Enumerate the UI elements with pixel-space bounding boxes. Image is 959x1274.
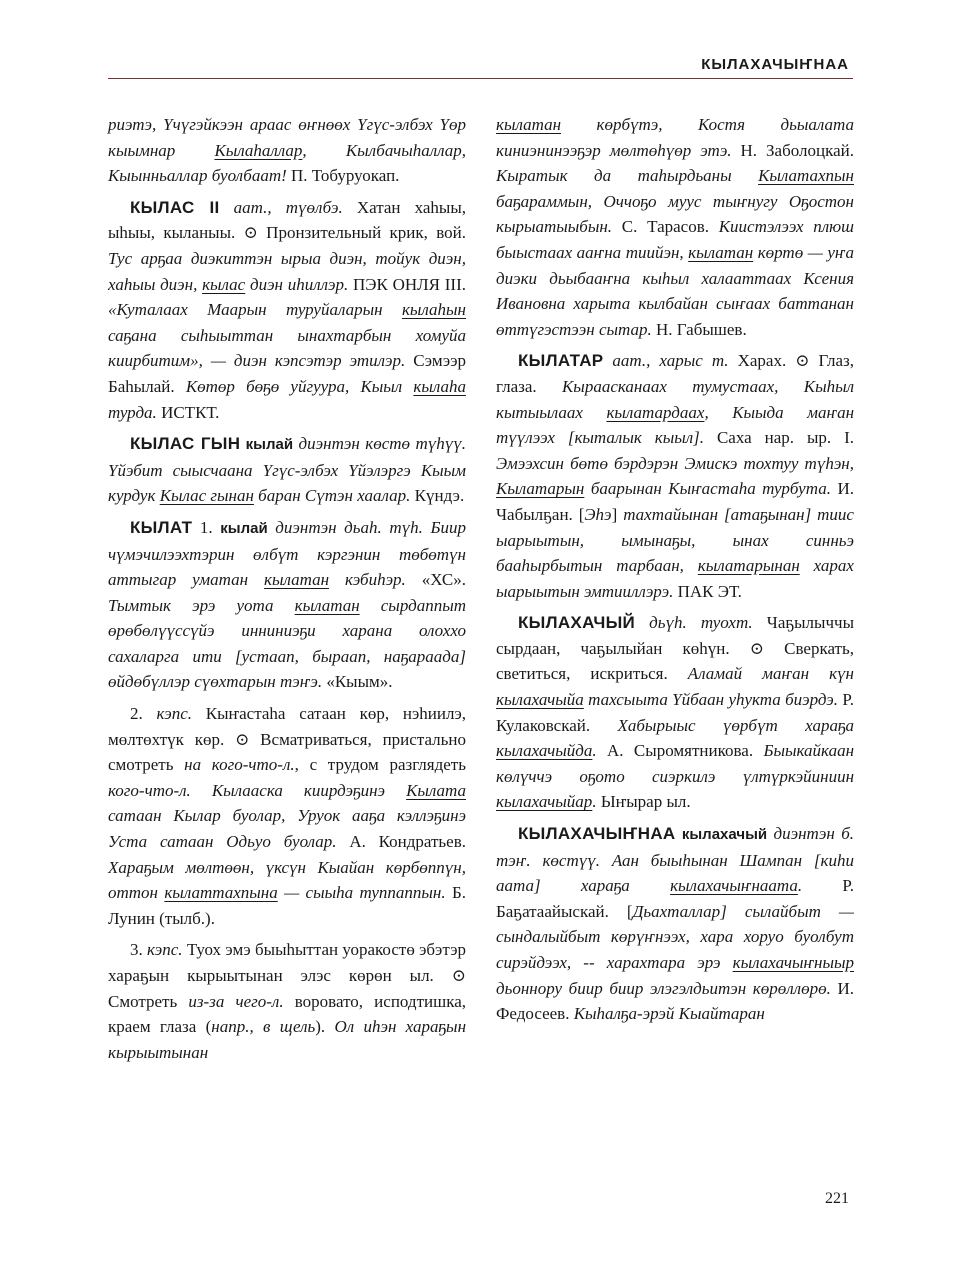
source-citation: ПАК ЭТ. bbox=[673, 581, 742, 601]
page-number: 221 bbox=[825, 1190, 849, 1207]
underlined-word: кылатан bbox=[688, 242, 754, 262]
example-text: диэнтэн көстө түһүү. Үйэбит сыысчаана Үгүс-элбэх Үйэлэргэ Кыым курдук bbox=[108, 434, 467, 506]
grammar-label: из-за чего-л. bbox=[188, 991, 284, 1011]
entry-kylakhachyi bbox=[496, 610, 854, 815]
example-text: Кыратык да таһырдьаны bbox=[496, 166, 759, 186]
sense-number: 1. bbox=[192, 517, 221, 537]
definition: Туох эмэ быыһыттан уоракостө эбэтэр хараҕын кырыытынан элэс көрөн ыл. ⊙ Смотреть bbox=[108, 940, 466, 1011]
example-text: турда. bbox=[108, 402, 157, 422]
underlined-word: Кылатарын bbox=[496, 479, 585, 499]
underlined-word: Кылата bbox=[406, 780, 466, 800]
example-text: «Куталаах Маарын туруйаларын bbox=[108, 300, 402, 320]
source-citation: «Кыым». bbox=[322, 672, 393, 692]
definition: , с трудом разглядеть bbox=[294, 755, 466, 775]
source-citation: С. Тарасов. bbox=[612, 217, 719, 237]
example-text: Хараҕым мөлтөөн, үксүн Кыайан көрбөппүн, оттон bbox=[108, 857, 466, 903]
entry-continuation bbox=[108, 112, 466, 189]
source-citation: П. Тобуруокап. bbox=[286, 166, 400, 186]
running-head: КЫЛАХАЧЫҤНАА bbox=[701, 56, 849, 73]
definition: Харах. ⊙ Глаз, глаза. bbox=[496, 351, 854, 396]
grammar-label: дьүһ. туохт. bbox=[635, 613, 753, 633]
example-text: диэнтэн дьаһ. түһ. Биир чүмэчилээхтэрин өлбүт кэргэнин төбөтүн аттыгар уматан bbox=[108, 517, 467, 590]
example-text: дьоннору биир биир элэгэлдьитэн көрөллөрө. bbox=[496, 978, 831, 998]
entry-kylat-sense-2 bbox=[108, 701, 466, 931]
example-text: кэбиһэр. bbox=[329, 570, 406, 590]
underlined-word: кылахачыҥнаата bbox=[670, 876, 798, 896]
bracket: ] bbox=[611, 504, 624, 524]
source-citation: Сэмээр Баһылай. bbox=[108, 351, 466, 396]
headword: КЫЛАС II bbox=[130, 197, 220, 217]
example-text: Тус арҕаа диэкиттэн ырыа диэн, тойук диэн, хаһыы диэн, bbox=[108, 248, 466, 294]
underlined-word: кылаттахпына bbox=[164, 883, 278, 903]
example-text: Киистэлээх плюш быыстаах ааҥна тиийэн, bbox=[496, 217, 855, 262]
example-text: ] тиис ыарыытын, ымынаҕы, ынах синньэ бааһырбытын тарбаан, bbox=[496, 504, 854, 576]
example-text: — сыыһа туппаппын. bbox=[277, 883, 446, 903]
underlined-word: Кылаһаллар bbox=[214, 140, 303, 160]
entry-kylas-ii bbox=[108, 195, 466, 425]
headword: КЫЛАХАЧЫЙ bbox=[518, 613, 636, 633]
definition: Хатан хаһыы, ыһыы, кыланыы. ⊙ Пронзительный крик, вой. bbox=[108, 197, 467, 243]
example-text: саҕана сыһыыттан ынахтарбын хомуйа киирбитим», — диэн кэпсэтэр этилэр. bbox=[108, 325, 466, 371]
headword: КЫЛАХАЧЫҤНАА bbox=[518, 824, 676, 844]
entry-kylat bbox=[108, 515, 466, 695]
underlined-word: кылахачыйа bbox=[496, 690, 584, 710]
example-text: , Кылбачыһаллар, Кыынньаллар буолбаат! bbox=[108, 140, 467, 186]
source-citation: И. Федосеев. bbox=[496, 978, 855, 1024]
grammar-label: аат., түөлбэ. bbox=[219, 197, 343, 217]
sense-number: 2. bbox=[130, 704, 157, 724]
example-text: сатаан Кылар буолар, Уруок ааҕа кэллэҕинэ Уста сатаан Одьуо буолар. bbox=[108, 806, 466, 852]
source-citation: Р. Кулаковскай. bbox=[496, 690, 854, 735]
underlined-word: кылахачыйда bbox=[496, 741, 593, 761]
grammar-label: кого-что-л. bbox=[108, 780, 191, 800]
example-text: диэнтэн б. тэҥ. көстүү. Аан быыһынан Шампан [киһи аата] хараҕа bbox=[496, 824, 854, 896]
underlined-word: кылахачыҥныыр bbox=[732, 953, 854, 972]
underlined-word: кылаһын bbox=[401, 300, 466, 320]
source-citation: Н. Габышев. bbox=[651, 319, 747, 339]
definition: Кыҥастаһа сатаан көр, нэһиилэ, мөлтөхтүк көр. ⊙ Всматриваться, пристально смотреть bbox=[108, 704, 467, 775]
underlined-word: кылатардаах bbox=[606, 402, 705, 422]
reference-word: кылахачый bbox=[675, 826, 768, 844]
left-column bbox=[108, 112, 466, 1071]
example-text: сырдаппыт өрөбөлүүссүйэ инниниэҕи харана олоххо сахаларга ити [устаап, быраап, наҕараада] өйдөбүллэр сүөхтарын тэҥэ. bbox=[108, 595, 466, 692]
underlined-word: кылас bbox=[202, 274, 246, 294]
example-text: . bbox=[797, 876, 803, 896]
underlined-word: кылатан bbox=[294, 595, 360, 615]
source-citation: ПЭК ОНЛЯ III. bbox=[348, 274, 466, 294]
example-text: Эһэ bbox=[584, 504, 612, 524]
example-text: көрбүтэ, Костя дьыалата киниэнинээҕэр мөлтөһүөр этэ. bbox=[496, 115, 854, 160]
definition: Чаҕылыччы сырдаан, чаҕылыйан көһүн. ⊙ Сверкать, светиться, искриться. bbox=[496, 613, 854, 684]
underlined-word: кылатан bbox=[264, 570, 330, 590]
source-citation: «ХС». bbox=[405, 570, 466, 590]
underlined-word: Кылатахпын bbox=[758, 166, 854, 186]
grammar-label: кэпс. bbox=[147, 940, 183, 960]
example-text: . bbox=[592, 792, 597, 812]
example-text: , Кыыда маҥан түүлээх [кыталык кыыл]. bbox=[496, 402, 854, 448]
definition: воровато, исподтишка, краем глаза ( bbox=[108, 991, 466, 1037]
right-column bbox=[496, 112, 854, 1033]
entry-kylat-sense-3 bbox=[108, 937, 466, 1065]
example-text: баҕараммын, Оччоҕо муус тыҥнугу Оҕостон кырыатыыбын. bbox=[496, 191, 854, 237]
example-text: Дьахталлар bbox=[632, 901, 721, 921]
header-rule bbox=[108, 78, 853, 79]
example-text: Хабырыыс үөрбүт хараҕа bbox=[617, 715, 854, 735]
underlined-word: кылахачыйар bbox=[496, 792, 593, 812]
example-text: диэн иһиллэр. bbox=[245, 274, 349, 294]
source-citation: Н. Заболоцкай. bbox=[731, 140, 854, 160]
example-text: Эмээхсин бөтө бэрдэрэн Эмискэ тохтуу түһэн, bbox=[496, 453, 854, 473]
example-text: тахтайынан [ bbox=[623, 504, 731, 524]
example-text: . bbox=[592, 741, 597, 761]
example-text: Тымтык эрэ уота bbox=[108, 595, 295, 615]
grammar-label: кэпс. bbox=[156, 704, 193, 724]
example-text: көртө — уҥа диэки дьыбааҥна кыһыл халааттаах Ксения Ивановна харыта кылбайан сыҥаах баттанан өттүгэстээн сытар. bbox=[496, 242, 854, 339]
headword: КЫЛАТ bbox=[130, 517, 193, 537]
underlined-word: кылатарынан bbox=[697, 556, 800, 576]
source-citation: А. Кондратьев. bbox=[336, 832, 466, 852]
example-text: Кылааска киирдэҕинэ bbox=[190, 780, 407, 800]
example-text: Көтөр бөҕө уйгуура, Кыыл bbox=[185, 376, 414, 396]
underlined-word: кылатан bbox=[496, 115, 562, 134]
source-citation: ИСТКТ. bbox=[156, 402, 220, 422]
reference-word: кылай bbox=[240, 436, 294, 454]
source-citation: Ыҥырар ыл. bbox=[596, 792, 691, 812]
definition: ). bbox=[315, 1017, 335, 1037]
source-citation: Б. Лунин (тылб.). bbox=[108, 883, 466, 928]
reference-word: кылай bbox=[220, 519, 268, 537]
grammar-label: напр., в щель bbox=[211, 1017, 316, 1037]
headword: КЫЛАС ГЫН bbox=[130, 434, 241, 454]
example-text: Аламай маҥан күн bbox=[687, 664, 854, 684]
example-text: риэтэ, Үчүгэйкээн араас өҥнөөх Үгүс-элбэх Үөр кыымнар bbox=[108, 115, 466, 160]
example-text: атаҕынан bbox=[730, 504, 805, 524]
grammar-label: на кого-что-л. bbox=[184, 755, 295, 775]
underlined-word: Кылас гынан bbox=[159, 486, 254, 506]
sense-number: 3. bbox=[130, 940, 148, 960]
example-text: ] сылайбыт — сындалыйбыт көрүҥнээх, хара хоруо буолбут сирэйдээх, -- харахтара эрэ bbox=[496, 901, 854, 972]
entry-kylakhachyngnaa bbox=[496, 821, 854, 1027]
entry-kylatar bbox=[496, 348, 854, 604]
example-text: харах ыарыытын эмтииллэрэ. bbox=[496, 556, 854, 601]
source-citation: Р. Баҕатаайыскай. [ bbox=[496, 876, 854, 921]
example-text: Кыраасканаах тумустаах, Кыһыл кытыылаах bbox=[496, 376, 855, 422]
example-text: Быыкайкаан көлүччэ оҕото сиэркилэ үлтүркэйиниин bbox=[496, 741, 854, 786]
source-citation: Күндэ. bbox=[410, 486, 465, 506]
example-text: Ол иһэн хараҕын кырыытынан bbox=[108, 1017, 466, 1062]
example-text: баран Сүтэн хаалар. bbox=[253, 486, 411, 506]
example-text: тахсыыта Үйбаан уһукта биэрдэ. bbox=[583, 690, 839, 710]
grammar-label: аат., харыс т. bbox=[603, 351, 729, 371]
source-citation: Саха нар. ыр. I. bbox=[704, 428, 854, 448]
example-text: баарынан Кыҥастаһа турбута. bbox=[584, 479, 831, 499]
entry-kylas-gyn bbox=[108, 431, 466, 509]
entry-continuation bbox=[496, 112, 854, 342]
example-text: Кыһалҕа-эрэй Кыайтаран bbox=[573, 1004, 765, 1024]
underlined-word: кылаһа bbox=[413, 376, 466, 396]
headword: КЫЛАТАР bbox=[518, 351, 604, 371]
source-citation: А. Сыромятникова. bbox=[596, 741, 764, 761]
source-citation: И. Чабылҕан. [ bbox=[496, 479, 854, 524]
